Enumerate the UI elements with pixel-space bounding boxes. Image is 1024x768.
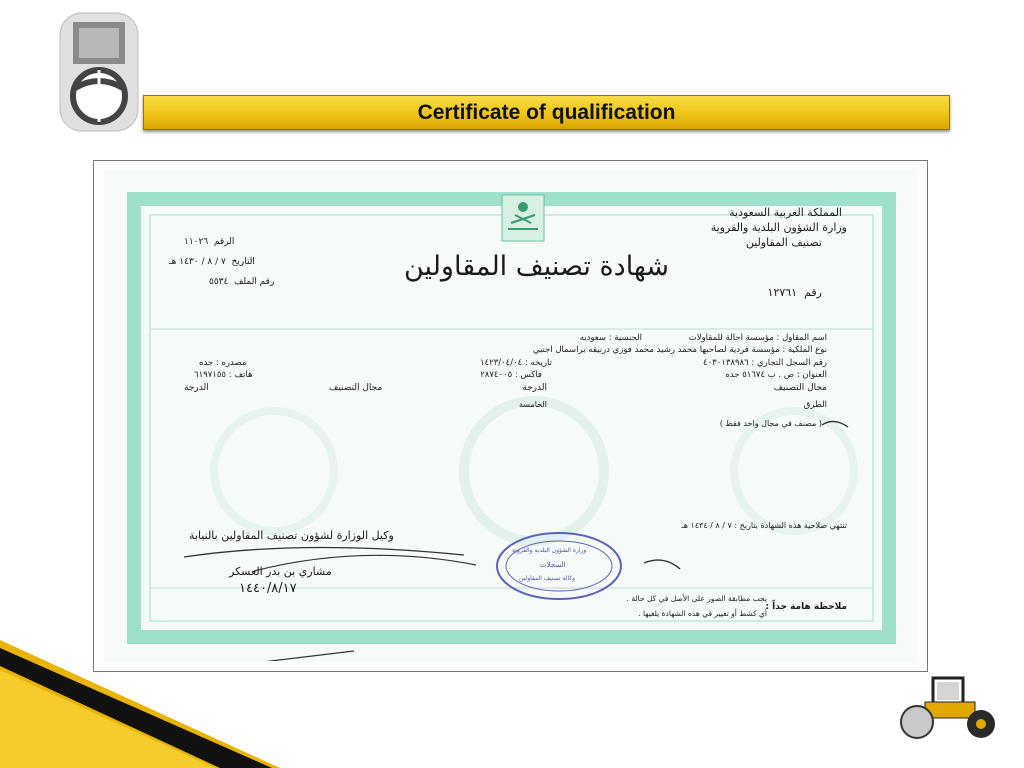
file-value: ٥٥٣٤ xyxy=(209,277,229,287)
date-value: ٧ / ٨ / ١٤٣٠ هـ xyxy=(169,257,226,267)
issue-date xyxy=(169,257,255,267)
certificate-sheet xyxy=(104,171,917,661)
stamp-line-3: وكالة تصنيف المقاولين xyxy=(519,575,576,582)
road-roller-icon xyxy=(895,672,1000,744)
certificate-image xyxy=(93,160,928,672)
company-logo xyxy=(55,8,145,138)
title-banner xyxy=(143,95,950,130)
serial-label: رقم xyxy=(804,286,822,299)
ref-value: ١١٠٢٦ xyxy=(184,237,209,247)
emblem-icon xyxy=(502,195,544,241)
bottom-accent-stripes xyxy=(0,640,280,768)
stamp-line-1: وزارة الشؤون البلدية والقروية xyxy=(512,547,587,554)
ref-label: الرقم xyxy=(213,237,235,247)
signatory-name: مشاري بن بدر العسكر xyxy=(229,565,332,578)
cr-date: تاريخه : ١٤٢٣/٠٤/٠٤ xyxy=(479,358,552,368)
field-header-left: مجال التصنيف xyxy=(329,383,383,393)
classification-note: ( مصنف في مجال واحد فقط ) xyxy=(719,419,822,428)
file-label: رقم الملف xyxy=(234,277,275,287)
phone: هاتف : ٦١٩٧١٥٥ xyxy=(194,370,253,380)
handwritten-date: ١٤٤٠/٨/١٧ xyxy=(239,581,297,596)
cr-source: مصدره : جده xyxy=(199,358,247,368)
signatory-title: وكيل الوزارة لشؤون تصنيف المقاولين بالنيابة xyxy=(189,529,394,542)
ownership-type: نوع الملكية : مؤسسة فردية لصاحبها محمد رشيد محمد فوزي درنيقه براسمال اجنبي xyxy=(532,345,827,355)
classification-field: الطرق xyxy=(803,400,827,410)
serial-value: ١٢٧٦١ xyxy=(767,286,798,299)
address: العنوان : ص . ب ٥١٦٧٤ جده xyxy=(725,370,827,380)
classification-grade: الخامسة xyxy=(519,400,547,409)
stamp-line-2: السجلات xyxy=(540,561,566,569)
serial-number xyxy=(768,286,822,299)
slide-title: Certificate of qualification xyxy=(417,100,676,124)
important-note-label: ملاحظة هامة جداً : xyxy=(765,602,847,612)
important-note-2: أي كشط أو تغيير في هذه الشهادة يلغيها . xyxy=(638,609,767,618)
agency-header: تصنيف المقاولين xyxy=(745,236,822,249)
field-header-right: مجال التصنيف xyxy=(773,383,827,393)
contractor-name: اسم المقاول : مؤسسة احالة للمقاولات xyxy=(688,333,827,343)
validity-date: تنتهي صلاحية هذه الشهادة بتاريخ : ٧ / ٨ / ١٤٣٤ هـ xyxy=(681,521,847,530)
file-number xyxy=(209,277,274,287)
date-label: التاريخ xyxy=(231,257,255,267)
ministry-header: وزارة الشؤون البلدية والقروية xyxy=(710,221,847,234)
fax: فاكس : ٢٨٧٤٠٠٥ xyxy=(480,370,542,380)
certificate-main-title: شهادة تصنيف المقاولين xyxy=(404,251,669,282)
cr-number: رقم السجل التجاري : ٤٠٣٠١٣٨٩٨٦ xyxy=(703,358,827,368)
ref-number xyxy=(184,237,234,247)
nationality: الجنسية : سعوديه xyxy=(579,333,642,343)
grade-header-middle: الدرجة xyxy=(522,383,547,393)
grade-header-left: الدرجة xyxy=(184,383,209,393)
kingdom-header: المملكة العربية السعودية xyxy=(729,206,842,219)
important-note-1: يجب مطابقة الصور على الأصل في كل حالة . xyxy=(626,594,767,603)
